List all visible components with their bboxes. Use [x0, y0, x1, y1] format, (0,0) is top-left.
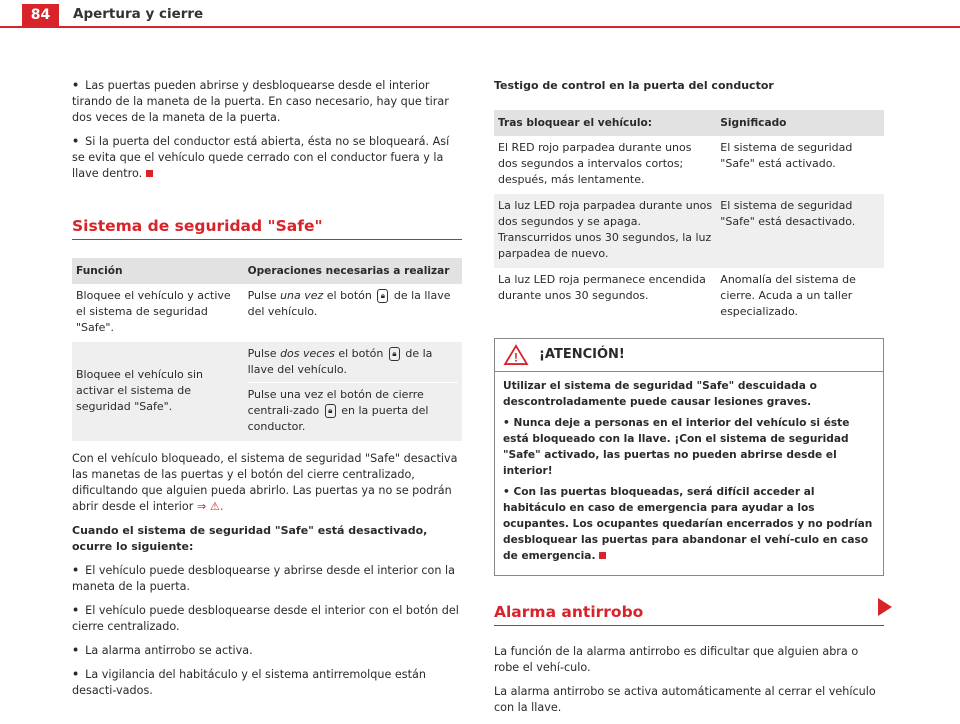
left-column [72, 78, 462, 707]
table-cell: El RED rojo parpadea durante unos dos segundos a intervalos cortos; después, más lentamente. [498, 141, 692, 186]
paragraph: Con el vehículo bloqueado, el sistema de seguridad "Safe" desactiva las manetas de las puertas y el botón del cierre centralizado, dificultando que alguien pueda abrirlo. Las puertas ya no se podrán abrir desde el interior ⇒ ⚠. [72, 452, 458, 513]
bullet-dot: • [72, 668, 80, 681]
paragraph: La alarma antirrobo se activa automáticamente al cerrar el vehículo con la llave. [494, 685, 876, 714]
right-column [494, 78, 884, 724]
table-cell: Bloquee el vehículo sin activar el sistema de seguridad "Safe". [72, 342, 244, 441]
page-header [0, 0, 960, 30]
bullet-dot: • [72, 564, 80, 577]
bullet-dot: • [72, 644, 80, 657]
table-row [494, 194, 884, 268]
warning-title: ¡ATENCIÓN! [539, 347, 625, 362]
table-cell: Pulse una vez el botón 🔒︎ de la llave del vehículo. [247, 289, 451, 318]
warning-reference-link[interactable]: ⇒ ⚠. [196, 500, 224, 513]
table-header: Significado [716, 110, 884, 136]
svg-text:!: ! [514, 350, 518, 365]
warning-bullet: • Con las puertas bloqueadas, será difícil acceder al habitáculo en caso de emergencia para ayudar a los ocupantes. Los ocupantes quedarían encerrados y no podrían desbloquear las puertas para abandonar el vehí-culo en caso de emergencia. [503, 486, 873, 562]
led-indicator-table [494, 110, 884, 326]
lock-button-icon: 🔒︎ [377, 289, 388, 303]
section-title-alarm: Alarma antirrobo [494, 604, 884, 626]
table-cell: La luz LED roja parpadea durante unos dos segundos y se apaga. Transcurridos unos 30 segundos, la luz parpadea de nuevo. [494, 194, 716, 268]
lock-button-icon: 🔒︎ [325, 404, 336, 418]
warning-bullet: • Nunca deje a personas en el interior del vehículo si éste está bloqueado con la llave. ¡Con el sistema de seguridad "Safe" activado, las puertas no pueden abrirse desde el interior! [503, 417, 850, 477]
warning-intro: Utilizar el sistema de seguridad "Safe" descuidada o descontroladamente puede causar lesiones graves. [503, 380, 817, 408]
warning-header [495, 339, 883, 372]
table-row [494, 136, 884, 194]
lock-button-icon: 🔒︎ [389, 347, 400, 361]
warning-triangle-icon [503, 345, 529, 365]
bullet-dot: • [72, 604, 80, 617]
header-rule [0, 26, 960, 28]
bullet-text: Las puertas pueden abrirse y desbloquearse desde el interior tirando de la maneta de la puerta. En caso necesario, hay que tirar dos veces de la maneta de la puerta. [72, 79, 449, 124]
table-row [494, 268, 884, 326]
bullet-dot: • [72, 79, 80, 92]
list-item: • La alarma antirrobo se activa. [72, 644, 253, 657]
section-title-safe: Sistema de seguridad "Safe" [72, 218, 462, 240]
table-cell: El sistema de seguridad "Safe" está desactivado. [716, 194, 884, 268]
list-item: • El vehículo puede desbloquearse desde el interior con el botón del cierre centralizado. [72, 604, 459, 633]
list-item: • El vehículo puede desbloquearse y abrirse desde el interior con la maneta de la puerta. [72, 564, 456, 593]
table-header: Función [72, 258, 244, 284]
table-cell: Anomalía del sistema de cierre. Acuda a un taller especializado. [720, 273, 856, 318]
intro-bullet [72, 78, 462, 126]
right-heading: Testigo de control en la puerta del conductor [494, 79, 774, 92]
table-row [72, 284, 462, 342]
bullet-dot: • [503, 486, 514, 498]
page-number: 84 [22, 4, 59, 26]
table-row [72, 342, 462, 441]
table-cell: Bloquee el vehículo y active el sistema de seguridad "Safe". [76, 289, 231, 334]
section-end-mark [146, 170, 153, 177]
paragraph: La función de la alarma antirrobo es dificultar que alguien abra o robe el vehí-culo. [494, 645, 859, 674]
bullet-text: Si la puerta del conductor está abierta, ésta no se bloqueará. Así se evita que el vehículo quede cerrado con el conductor fuera y la llave dentro. [72, 135, 450, 180]
list-item: • La vigilancia del habitáculo y el sistema antirremolque están desacti-vados. [72, 668, 426, 697]
table-cell: El sistema de seguridad "Safe" está activado. [720, 141, 853, 170]
table-cell: Pulse dos veces el botón 🔒︎ de la llave del vehículo. Pulse una vez el botón de cierre centrali-zado 🔒︎ en la puerta del conductor. [244, 342, 462, 441]
intro-bullet [72, 134, 462, 182]
next-page-arrow-icon[interactable] [878, 598, 892, 616]
chapter-title: Apertura y cierre [73, 6, 204, 22]
table-header: Operaciones necesarias a realizar [244, 258, 462, 284]
table-header: Tras bloquear el vehículo: [494, 110, 716, 136]
bullet-dot: • [72, 135, 80, 148]
safe-function-table [72, 258, 462, 441]
table-cell: La luz LED roja permanece encendida durante unos 30 segundos. [498, 273, 706, 302]
warning-body [495, 372, 883, 575]
bullet-dot: • [503, 417, 514, 429]
section-end-mark [599, 552, 606, 559]
subheading: Cuando el sistema de seguridad "Safe" está desactivado, ocurre lo siguiente: [72, 524, 428, 553]
warning-box [494, 338, 884, 576]
